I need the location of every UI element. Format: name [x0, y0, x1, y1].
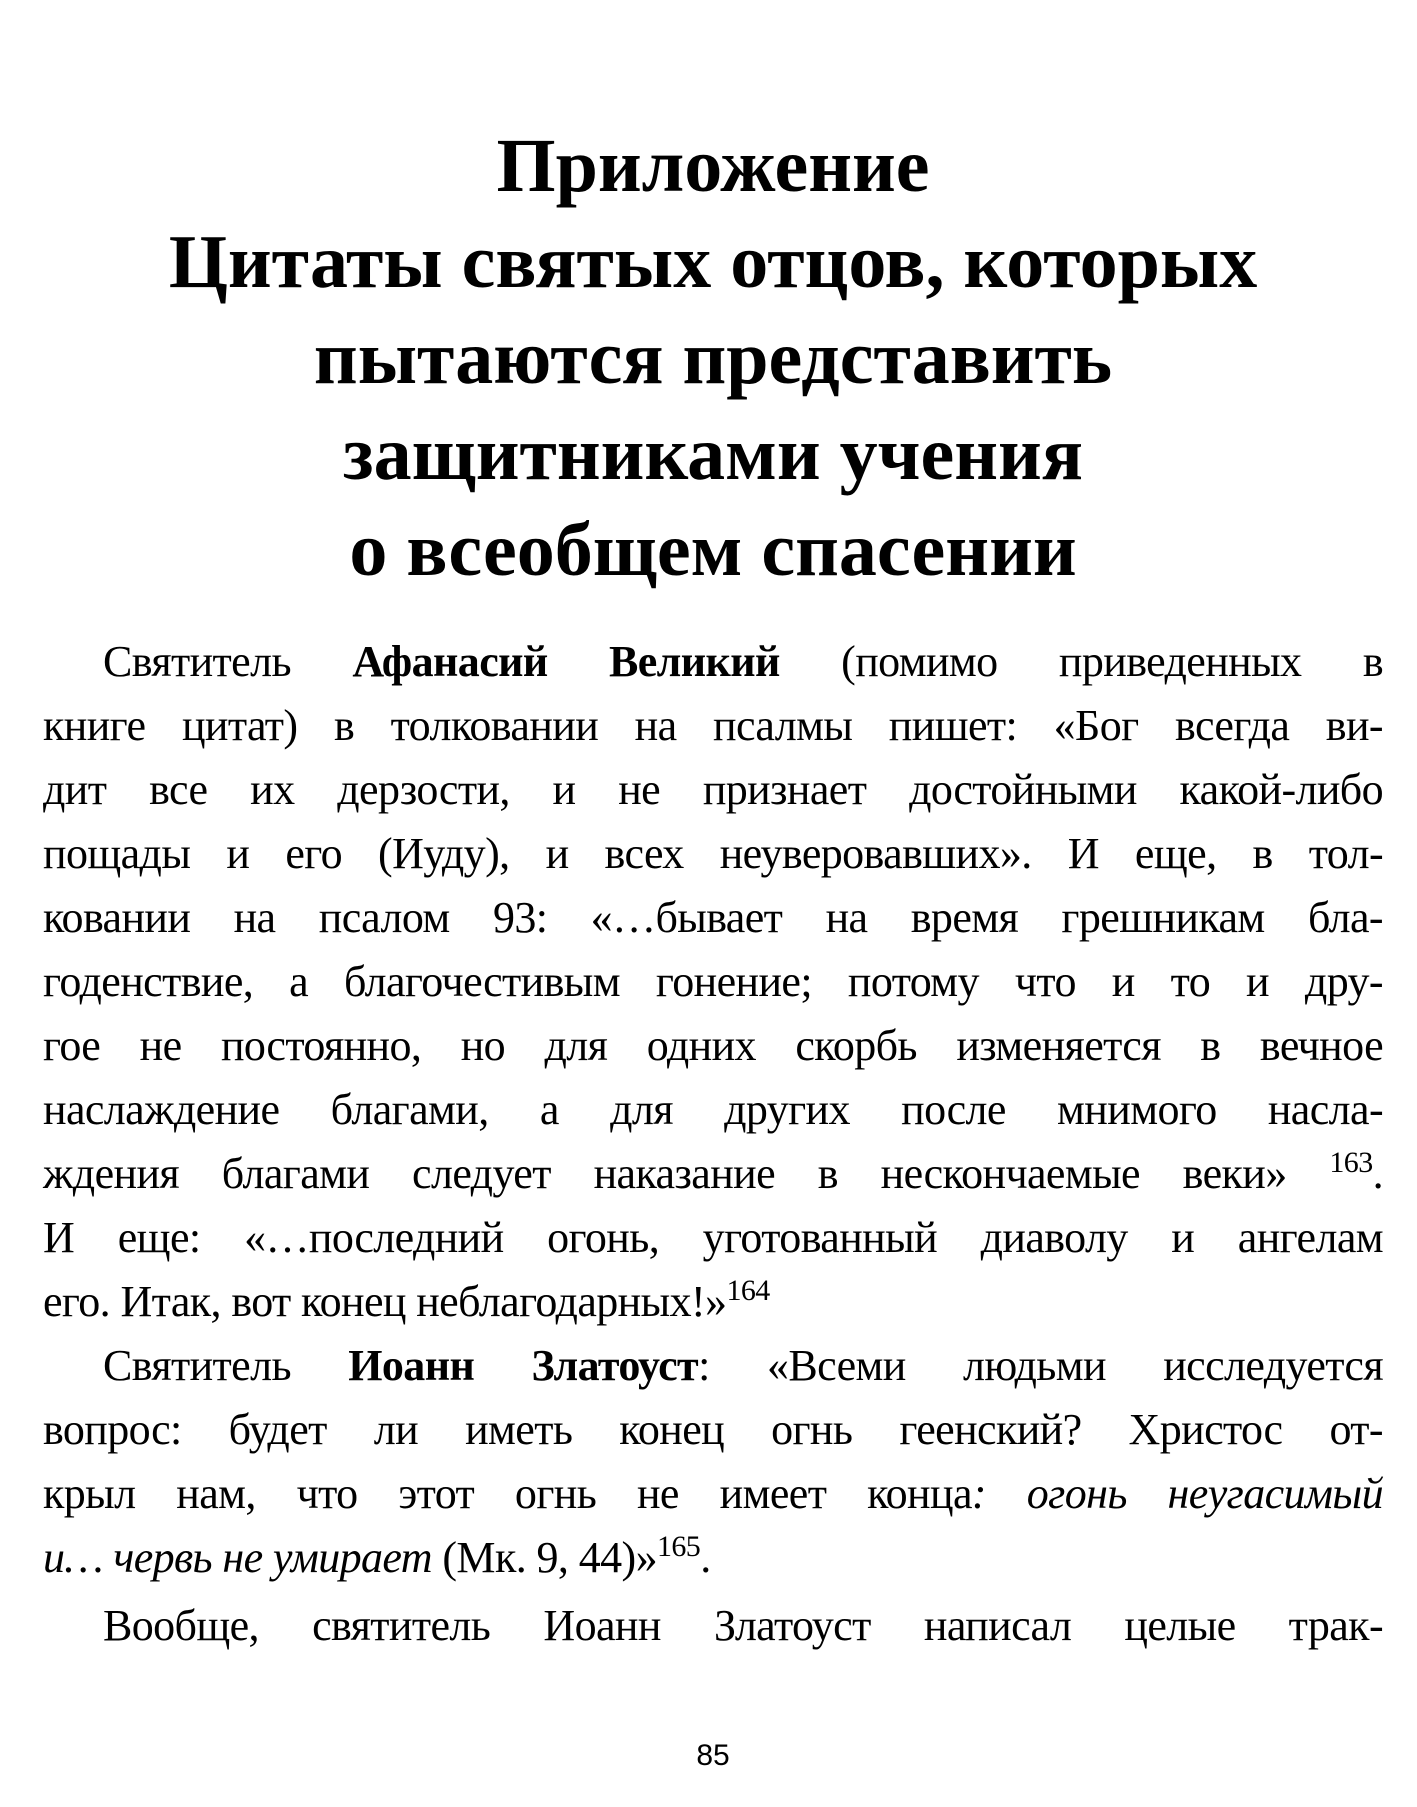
text-line: книге цитат) в толковании на псалмы пишет: «Бог всегда ви-	[43, 701, 1383, 750]
text-line	[43, 1462, 1383, 1526]
text-line	[43, 1270, 1383, 1334]
body-text	[43, 630, 1383, 1658]
paragraph-chrysostom	[43, 1334, 1383, 1590]
title-line: Приложение	[496, 124, 930, 208]
page-number: 85	[696, 1739, 730, 1772]
text-line: дит все их дерзости, и не признает достойными какой-либо	[43, 765, 1383, 814]
text-run: его. Итак, вот конец неблагодарных!»	[43, 1277, 727, 1326]
title-line: о всеобщем спасении	[349, 508, 1077, 592]
text-line: пощады и его (Иуду), и всех неуверовавших». И еще, в тол-	[43, 829, 1383, 878]
text-line: И еще: «…последний огонь, уготованный диаволу и ангелам	[43, 1213, 1383, 1262]
text-run: : «Всеми людьми исследуется	[698, 1341, 1383, 1390]
footnote-ref-165[interactable]: 165	[656, 1530, 701, 1563]
paragraph-athanasius	[43, 630, 1383, 1334]
scripture-quote: : огонь неугасимый	[971, 1469, 1383, 1518]
footnote-ref-164[interactable]: 164	[726, 1274, 770, 1307]
text-line	[43, 630, 1383, 694]
saint-name: Афанасий Великий	[352, 637, 780, 686]
text-line: вопрос: будет ли иметь конец огнь геенский? Христос от-	[43, 1405, 1383, 1454]
text-run: (помимо приведенных в	[779, 637, 1383, 686]
text-line: годенствие, а благочестивым гонение; потому что и то и дру-	[43, 957, 1383, 1006]
text-line: гое не постоянно, но для одних скорбь изменяется в вечное	[43, 1021, 1383, 1070]
text-run: Святитель	[103, 637, 353, 686]
title-line: Цитаты святых отцов, которых	[168, 220, 1258, 304]
footnote-ref-163[interactable]: 163	[1329, 1146, 1373, 1179]
title-line: защитниками учения	[343, 412, 1083, 496]
appendix-title	[43, 118, 1383, 598]
text-run: .	[1372, 1149, 1383, 1198]
text-run: крыл нам, что этот огнь не имеет конца	[43, 1469, 972, 1518]
text-line: Вообще, святитель Иоанн Златоуст написал целые трак-	[103, 1601, 1383, 1650]
paragraph-treatises	[43, 1594, 1383, 1658]
scripture-quote: и… червь не умирает	[43, 1533, 432, 1582]
text-run: .	[700, 1533, 711, 1582]
text-line	[43, 1334, 1383, 1398]
text-line: ковании на псалом 93: «…бывает на время грешникам бла-	[43, 893, 1383, 942]
text-run: ждения благами следует наказание в нескончаемые веки»	[43, 1149, 1330, 1198]
text-line	[43, 1526, 1383, 1590]
text-line	[43, 1142, 1383, 1206]
text-run: Святитель	[103, 1341, 349, 1390]
text-line: наслаждение благами, а для других после мнимого насла-	[43, 1085, 1383, 1134]
text-run: (Мк. 9, 44)»	[431, 1533, 657, 1582]
title-line: пытаются представить	[313, 316, 1113, 400]
saint-name: Иоанн Златоуст	[348, 1341, 699, 1390]
book-page	[43, 0, 1383, 1807]
